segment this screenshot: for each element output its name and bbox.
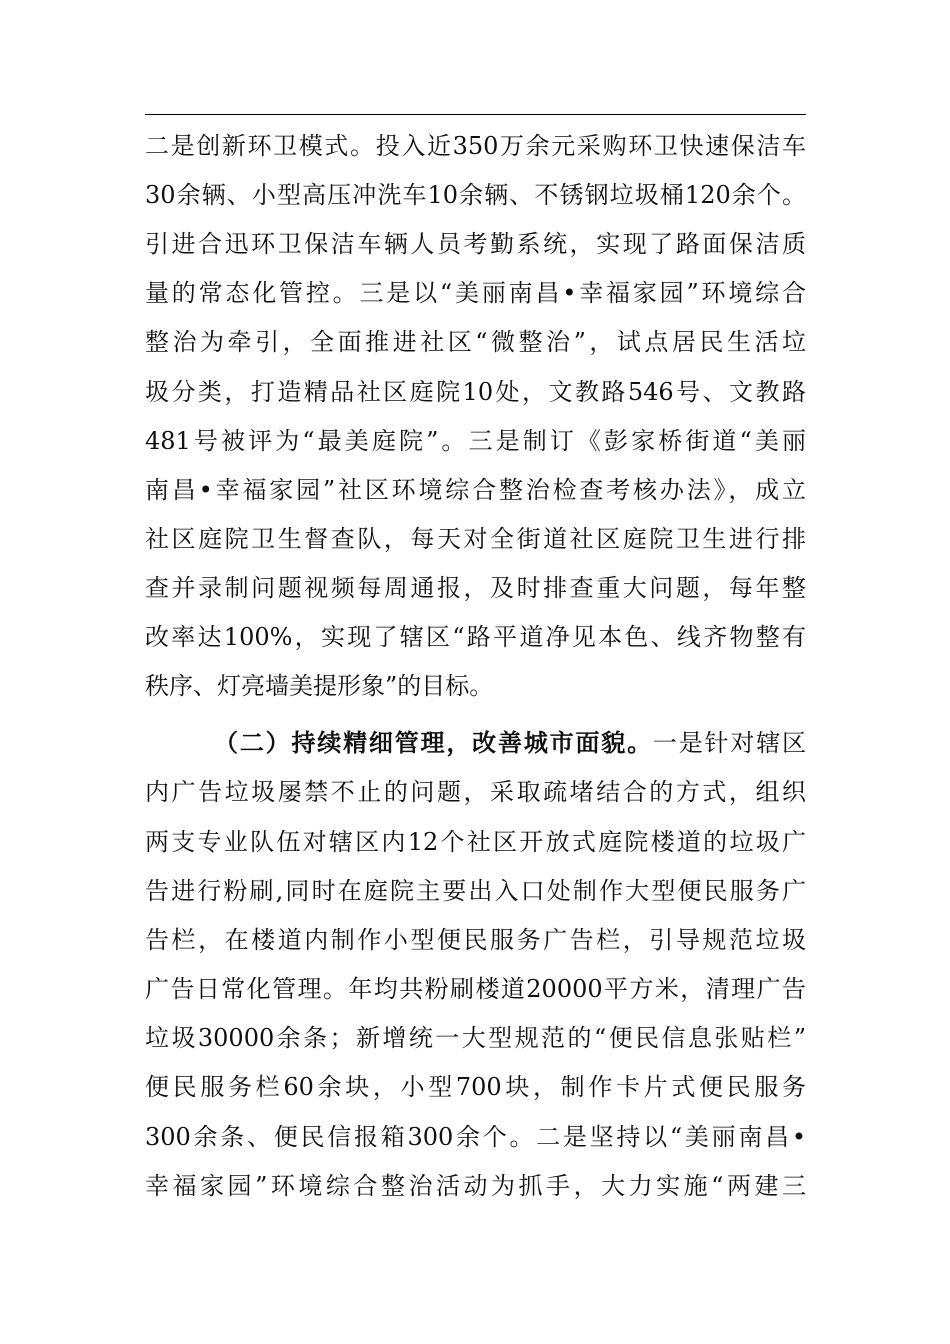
text-line: 社区庭院卫生督查队，每天对全街道社区庭院卫生进行排: [145, 525, 806, 553]
text-line: 481号被评为“最美庭院”。三是制订《彭家桥街道“美丽: [145, 427, 806, 455]
text-line: 两支专业队伍对辖区内12个社区开放式庭院楼道的垃圾广: [145, 828, 806, 856]
text-line: 300余条、便民信报箱300余个。二是坚持以“美丽南昌•: [145, 1123, 806, 1151]
text-line: 30余辆、小型高压冲洗车10余辆、不锈钢垃圾桶120余个。: [145, 181, 806, 209]
header-rule: [145, 114, 806, 115]
section-heading: （二）持续精细管理，改善城市面貌。: [214, 728, 653, 757]
text-line: 查并录制问题视频每周通报，及时排查重大问题，每年整: [145, 574, 806, 602]
text-line: 便民服务栏60余块，小型700块，制作卡片式便民服务: [145, 1073, 806, 1101]
text-line: 告进行粉刷,同时在庭院主要出入口处制作大型便民服务广: [145, 877, 806, 905]
text-line: 引进合迅环卫保洁车辆人员考勤系统，实现了路面保洁质: [145, 230, 806, 258]
text-line: 改率达100%，实现了辖区“路平道净见本色、线齐物整有: [145, 623, 806, 651]
text-line: 量的常态化管控。三是以“美丽南昌•幸福家园”环境综合: [145, 279, 806, 307]
text-line: 秩序、灯亮墙美提形象”的目标。: [145, 672, 494, 700]
text-line: 南昌•幸福家园”社区环境综合整治检查考核办法》，成立: [145, 476, 806, 504]
text-line: 广告日常化管理。年均共粉刷楼道20000平方米，清理广告: [145, 975, 806, 1003]
section-heading-rest: 一是针对辖区: [652, 729, 807, 757]
text-line: 幸福家园”环境综合整治活动为抓手，大力实施“两建三: [145, 1172, 806, 1200]
text-line: 告栏，在楼道内制作小型便民服务广告栏，引导规范垃圾: [145, 926, 806, 954]
text-line: 内广告垃圾屡禁不止的问题，采取疏堵结合的方式，组织: [145, 778, 806, 806]
text-line: 圾分类，打造精品社区庭院10处，文教路546号、文教路: [145, 378, 806, 406]
section-heading-line: [214, 723, 806, 763]
text-line: 整治为牵引，全面推进社区“微整治”，试点居民生活垃: [145, 328, 806, 356]
text-line: 垃圾30000余条；新增统一大型规范的“便民信息张贴栏”: [145, 1024, 806, 1052]
text-line: 二是创新环卫模式。投入近350万余元采购环卫快速保洁车: [145, 132, 806, 160]
